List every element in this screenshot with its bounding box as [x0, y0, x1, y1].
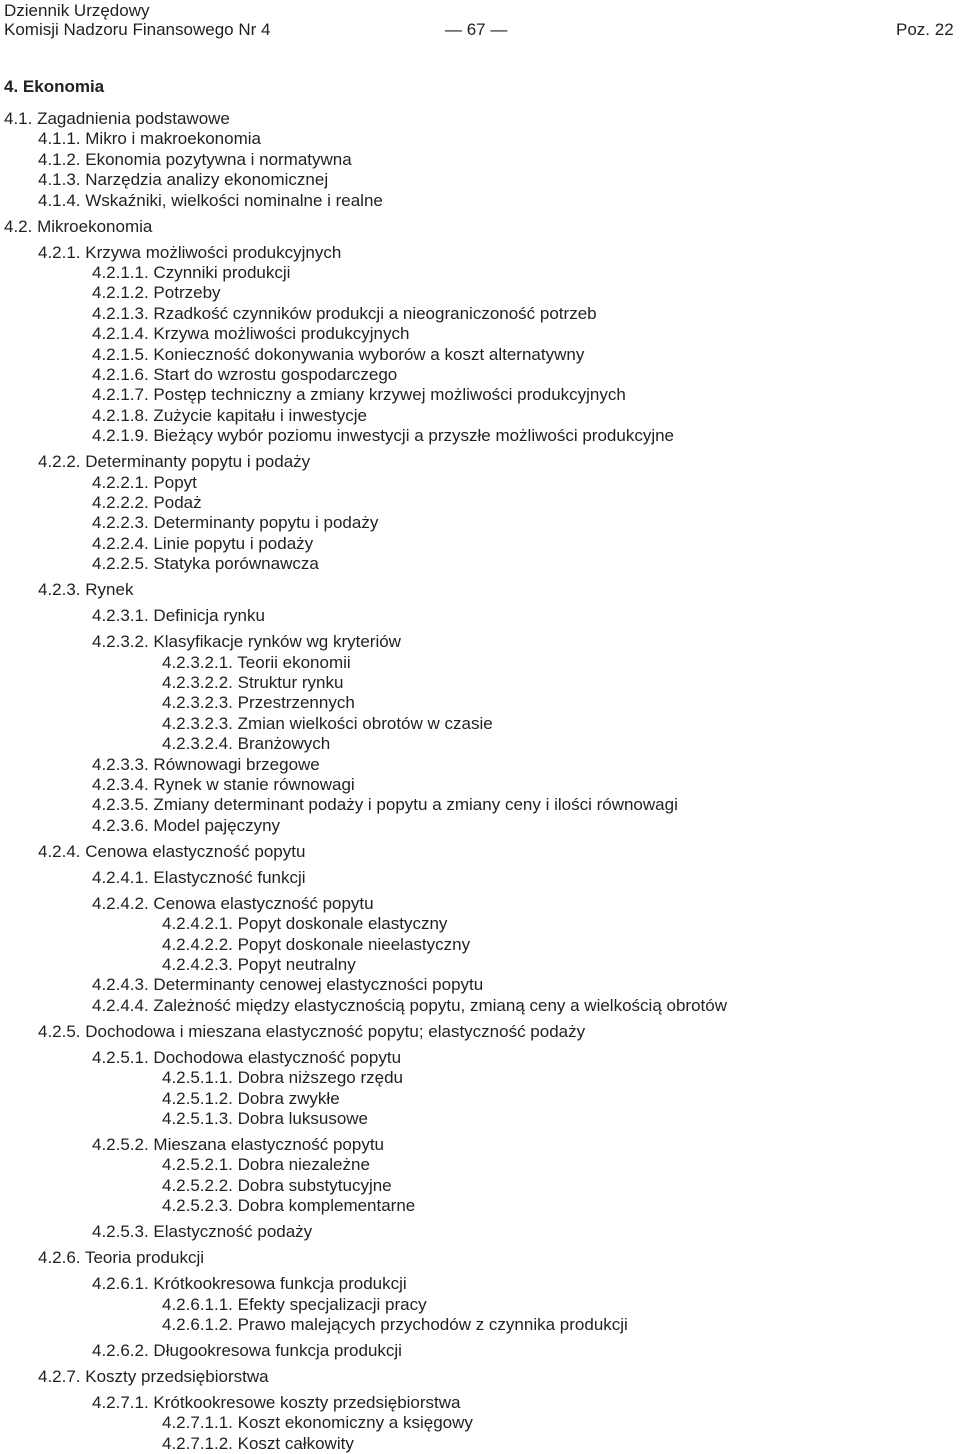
outline-entry-level-3: 4.2.3.2.3. Przestrzennych [162, 693, 355, 713]
outline-entry-level-2: 4.2.2.2. Podaż [92, 493, 202, 512]
section-title: 4. Ekonomia [4, 77, 105, 96]
position-number: Poz. 22 [896, 20, 954, 39]
outline-entry-level-3: 4.2.4.2.1. Popyt doskonale elastyczny [162, 914, 448, 934]
outline-entry-level-2: 4.2.3.1. Definicja rynku [92, 606, 265, 626]
outline-entry-level-3: 4.2.3.2.2. Struktur rynku [162, 673, 344, 692]
outline-entry-level-2: 4.2.1.2. Potrzeby [92, 283, 221, 303]
outline-entry-level-2: 4.2.1.1. Czynniki produkcji [92, 263, 291, 282]
outline-entry-level-2: 4.2.4.2. Cenowa elastyczność popytu [92, 893, 374, 913]
outline-entry-level-2: 4.2.3.4. Rynek w stanie równowagi [92, 775, 355, 794]
outline-entry-level-2: 4.2.4.4. Zależność między elastycznością popytu, zmianą ceny a wielkością obrotów [92, 995, 727, 1015]
outline-entry-level-2: 4.2.5.2. Mieszana elastyczność popytu [92, 1135, 384, 1154]
outline-entry-level-2: 4.2.5.3. Elastyczność podaży [92, 1222, 313, 1242]
outline-entry-level-1: 4.2.3. Rynek [38, 580, 134, 600]
outline-entry-level-0: 4.2. Mikroekonomia [4, 216, 153, 236]
outline-entry-level-3: 4.2.3.2.3. Zmian wielkości obrotów w czasie [162, 713, 493, 733]
outline-entry-level-2: 4.2.3.6. Model pajęczyny [92, 815, 281, 835]
outline-entry-level-2: 4.2.2.3. Determinanty popytu i podaży [92, 513, 379, 533]
outline-entry-level-2: 4.2.1.9. Bieżący wybór poziomu inwestycji a przyszłe możliwości produkcyjne [92, 426, 675, 446]
outline-entry-level-2: 4.2.1.5. Konieczność dokonywania wyborów a koszt alternatywny [92, 344, 585, 364]
page-number: — 67 — [445, 20, 508, 39]
outline-entry-level-1: 4.1.3. Narzędzia analizy ekonomicznej [38, 170, 329, 190]
outline-entry-level-2: 4.2.4.1. Elastyczność funkcji [92, 867, 306, 887]
outline-entry-level-1: 4.2.2. Determinanty popytu i podaży [38, 452, 311, 472]
outline-entry-level-1: 4.2.6. Teoria produkcji [38, 1248, 205, 1268]
outline-entry-level-3: 4.2.5.1.3. Dobra luksusowe [162, 1109, 369, 1128]
outline-entry-level-2: 4.2.5.1. Dochodowa elastyczność popytu [92, 1047, 402, 1067]
outline-entry-level-2: 4.2.3.5. Zmiany determinant podaży i popytu a zmiany ceny i ilości równowagi [92, 795, 678, 815]
outline-entry-level-3: 4.2.5.1.2. Dobra zwykłe [162, 1088, 340, 1108]
outline-entry-level-2: 4.2.2.5. Statyka porównawcza [92, 554, 319, 574]
outline-entry-level-3: 4.2.5.2.3. Dobra komplementarne [162, 1196, 416, 1216]
outline-entry-level-2: 4.2.1.4. Krzywa możliwości produkcyjnych [92, 324, 410, 344]
outline-entry-level-1: 4.2.4. Cenowa elastyczność popytu [38, 841, 306, 861]
outline-entry-level-1: 4.1.1. Mikro i makroekonomia [38, 129, 261, 149]
outline-entry-level-3: 4.2.6.1.1. Efekty specjalizacji pracy [162, 1294, 427, 1314]
outline-entry-level-2: 4.2.6.2. Długookresowa funkcja produkcji [92, 1341, 402, 1360]
outline-entry-level-3: 4.2.4.2.2. Popyt doskonale nieelastyczny [162, 934, 471, 954]
outline-entry-level-2: 4.2.3.3. Równowagi brzegowe [92, 754, 320, 774]
outline-entry-level-3: 4.2.5.2.2. Dobra substytucyjne [162, 1175, 392, 1195]
outline-entry-level-1: 4.2.7. Koszty przedsiębiorstwa [38, 1367, 269, 1386]
outline-entry-level-3: 4.2.7.1.1. Koszt ekonomiczny a księgowy [162, 1413, 473, 1433]
outline-entry-level-1: 4.1.2. Ekonomia pozytywna i normatywna [38, 149, 352, 169]
outline-entry-level-2: 4.2.2.4. Linie popytu i podaży [92, 533, 314, 553]
outline-entry-level-3: 4.2.3.2.1. Teorii ekonomii [162, 652, 351, 672]
outline-entry-level-1: 4.2.5. Dochodowa i mieszana elastyczność popytu; elastyczność podaży [38, 1021, 586, 1041]
outline-entry-level-2: 4.2.7.1. Krótkookresowe koszty przedsiębiorstwa [92, 1393, 461, 1412]
outline-entry-level-3: 4.2.5.2.1. Dobra niezależne [162, 1155, 370, 1175]
journal-title-line2: Komisji Nadzoru Finansowego Nr 4 [4, 20, 271, 39]
outline-entry-level-3: 4.2.4.2.3. Popyt neutralny [162, 955, 356, 974]
outline-entry-level-3: 4.2.7.1.2. Koszt całkowity [162, 1433, 354, 1453]
outline-entry-level-0: 4.1. Zagadnienia podstawowe [4, 109, 230, 128]
outline-entry-level-1: 4.2.1. Krzywa możliwości produkcyjnych [38, 242, 342, 262]
outline-entry-level-1: 4.1.4. Wskaźniki, wielkości nominalne i realne [38, 190, 383, 210]
outline-entry-level-2: 4.2.1.3. Rzadkość czynników produkcji a nieograniczoność potrzeb [92, 303, 597, 323]
outline-entry-level-3: 4.2.3.2.4. Branżowych [162, 734, 331, 754]
outline-entry-level-3: 4.2.5.1.1. Dobra niższego rzędu [162, 1068, 403, 1088]
outline-entry-level-2: 4.2.1.7. Postęp techniczny a zmiany krzywej możliwości produkcyjnych [92, 385, 626, 405]
journal-title-line1: Dziennik Urzędowy [4, 1, 150, 20]
outline-entry-level-2: 4.2.1.6. Start do wzrostu gospodarczego [92, 365, 398, 384]
outline-entry-level-2: 4.2.6.1. Krótkookresowa funkcja produkcji [92, 1274, 407, 1294]
outline-entry-level-2: 4.2.3.2. Klasyfikacje rynków wg kryteriów [92, 632, 401, 652]
outline-entry-level-2: 4.2.4.3. Determinanty cenowej elastyczności popytu [92, 975, 484, 995]
outline-entry-level-3: 4.2.6.1.2. Prawo malejących przychodów z czynnika produkcji [162, 1315, 628, 1334]
outline-entry-level-2: 4.2.1.8. Zużycie kapitału i inwestycje [92, 405, 367, 425]
outline-entry-level-2: 4.2.2.1. Popyt [92, 472, 197, 492]
